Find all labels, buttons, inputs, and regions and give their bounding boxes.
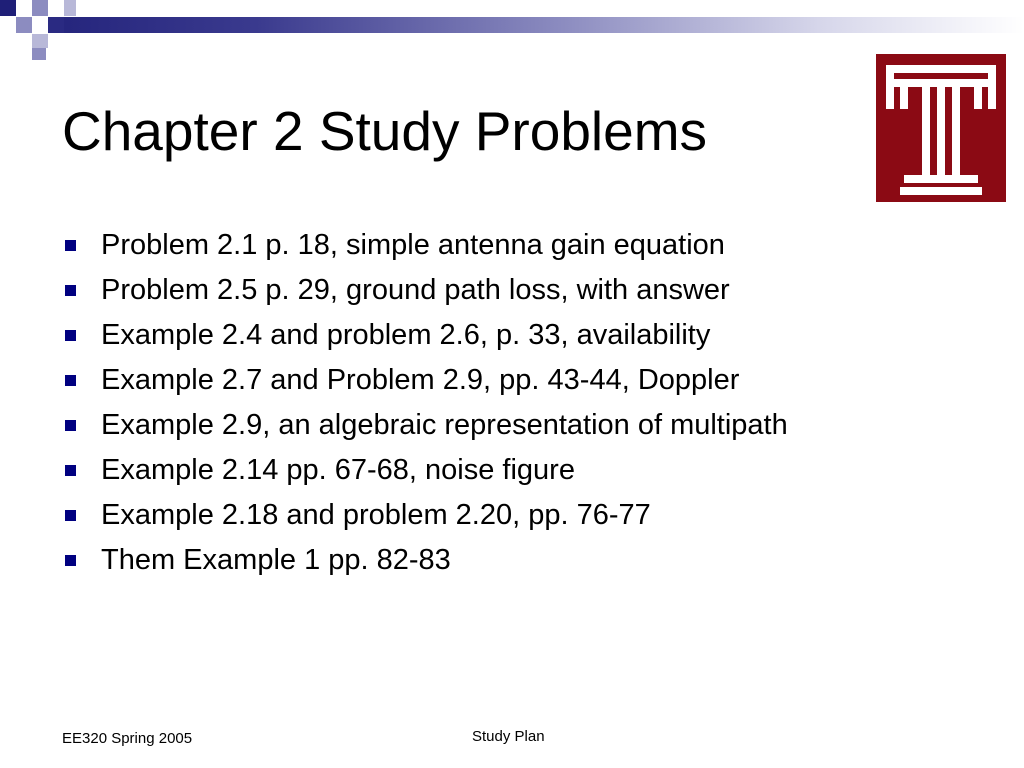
list-item [62,404,788,449]
list-item [62,449,788,494]
square-bullet-icon [65,420,76,431]
square-bullet-icon [65,465,76,476]
header-square-decoration [32,34,48,48]
header-square-decoration [0,17,16,33]
temple-t-logo-graphic [876,54,1006,202]
bullet-text: Problem 2.1 p. 18, simple antenna gain equation [101,229,725,261]
bullet-text: Example 2.4 and problem 2.6, p. 33, availability [101,319,711,351]
header-square-decoration [16,17,32,33]
header-square-decoration [48,0,64,16]
square-bullet-icon [65,285,76,296]
header-square-decoration [32,48,46,60]
footer-section-label: Study Plan [472,728,545,745]
header-square-decoration [48,17,64,33]
square-bullet-icon [65,375,76,386]
square-bullet-icon [65,240,76,251]
header-square-decoration [32,0,48,16]
list-item [62,224,788,269]
square-bullet-icon [65,555,76,566]
bullet-text: Example 2.18 and problem 2.20, pp. 76-77 [101,499,651,531]
header-square-decoration [0,0,16,16]
header-square-decoration [16,0,32,16]
header-square-decoration [16,34,32,48]
bullet-list [62,224,788,584]
bullet-text: Them Example 1 pp. 82-83 [101,544,451,576]
bullet-text: Problem 2.5 p. 29, ground path loss, with answer [101,274,730,306]
list-item [62,269,788,314]
footer-course-label: EE320 Spring 2005 [62,730,193,747]
square-bullet-icon [65,510,76,521]
square-bullet-icon [65,330,76,341]
list-item [62,314,788,359]
temple-t-logo-icon [876,54,1006,202]
slide-title: Chapter 2 Study Problems [62,100,708,162]
bullet-text: Example 2.9, an algebraic representation of multipath [101,409,788,441]
bullet-text: Example 2.7 and Problem 2.9, pp. 43-44, Doppler [101,364,740,396]
list-item [62,539,788,584]
list-item [62,359,788,404]
header-square-decoration [64,0,76,16]
list-item [62,494,788,539]
header-square-decoration [32,17,48,33]
header-gradient-bar [0,17,1024,33]
bullet-text: Example 2.14 pp. 67-68, noise figure [101,454,575,486]
